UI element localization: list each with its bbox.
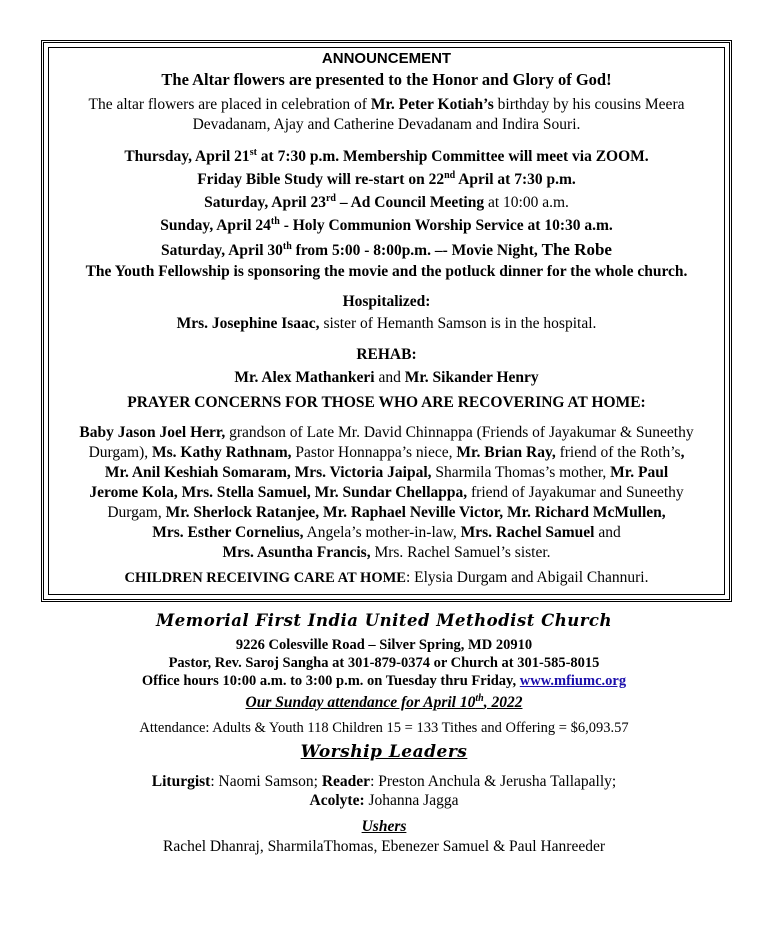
prayer-list-line2: Durgam), Ms. Kathy Rathnam, Pastor Honnappa’s niece, Mr. Brian Ray, friend of the Roth’s,	[88, 444, 685, 461]
liturgist-reader-line: Liturgist: Naomi Samson; Reader: Preston Anchula & Jerusha Tallapally;	[151, 773, 617, 790]
church-name: Memorial First India United Methodist Church	[156, 611, 612, 630]
announcement-box	[41, 40, 732, 602]
church-pastor-contact: Pastor, Rev. Saroj Sangha at 301-879-0374 or Church at 301-585-8015	[168, 655, 600, 671]
prayer-list-line6: Mrs. Esther Cornelius, Angela’s mother-in-law, Mrs. Rachel Samuel and	[152, 524, 621, 541]
attendance-heading: Our Sunday attendance for April 10th, 2022	[245, 692, 523, 711]
prayer-list-line3: Mr. Anil Keshiah Somaram, Mrs. Victoria Jaipal, Sharmila Thomas’s mother, Mr. Paul	[104, 464, 669, 481]
event-holy-communion: Sunday, April 24th - Holy Communion Worship Service at 10:30 a.m.	[160, 215, 613, 234]
youth-fellowship-note: The Youth Fellowship is sponsoring the movie and the potluck dinner for the whole church.	[85, 263, 688, 280]
ushers-list: Rachel Dhanraj, SharmilaThomas, Ebenezer Samuel & Paul Hanreeder	[162, 838, 605, 855]
prayer-list-line1: Baby Jason Joel Herr, grandson of Late Mr. David Chinnappa (Friends of Jayakumar & Suneethy	[79, 424, 694, 441]
event-ad-council: Saturday, April 23rd – Ad Council Meeting at 10:00 a.m.	[204, 192, 569, 211]
prayer-list-line4: Jerome Kola, Mrs. Stella Samuel, Mr. Sundar Chellappa, friend of Jayakumar and Suneethy	[89, 484, 684, 501]
altar-flowers-title: The Altar flowers are presented to the Honor and Glory of God!	[161, 70, 612, 89]
event-membership-committee: Thursday, April 21st at 7:30 p.m. Membership Committee will meet via ZOOM.	[124, 146, 649, 165]
attendance-line: Attendance: Adults & Youth 118 Children 15 = 133 Tithes and Offering = $6,093.57	[139, 720, 629, 736]
announcement-inner-border	[48, 47, 725, 595]
announcement-heading: ANNOUNCEMENT	[321, 50, 452, 67]
event-movie-night: Saturday, April 30th from 5:00 - 8:00p.m. –- Movie Night, The Robe	[161, 240, 612, 259]
worship-leaders-heading: Worship Leaders	[300, 742, 468, 762]
prayer-list-line5: Durgam, Mr. Sherlock Ratanjee, Mr. Raphael Neville Victor, Mr. Richard McMullen,	[107, 504, 666, 521]
church-website-link[interactable]: www.mfiumc.org	[519, 673, 627, 689]
children-care-entry: CHILDREN RECEIVING CARE AT HOME: Elysia Durgam and Abigail Channuri.	[124, 569, 649, 586]
prayer-list-line7: Mrs. Asuntha Francis, Mrs. Rachel Samuel’s sister.	[222, 544, 551, 561]
prayer-concerns-heading: PRAYER CONCERNS FOR THOSE WHO ARE RECOVERING AT HOME:	[127, 394, 646, 411]
rehab-entry: Mr. Alex Mathankeri and Mr. Sikander Henry	[234, 369, 539, 386]
event-bible-study: Friday Bible Study will re-start on 22nd April at 7:30 p.m.	[197, 169, 576, 188]
church-address: 9226 Colesville Road – Silver Spring, MD 20910	[235, 637, 533, 653]
altar-flowers-line2: Devadanam, Ajay and Catherine Devadanam and Indira Souri.	[192, 116, 581, 133]
ushers-heading: Ushers	[361, 818, 407, 835]
acolyte-line: Acolyte: Johanna Jagga	[309, 792, 459, 809]
hospitalized-heading: Hospitalized:	[342, 293, 431, 310]
altar-flowers-line1: The altar flowers are placed in celebration of Mr. Peter Kotiah’s birthday by his cousins Meera	[88, 96, 685, 113]
rehab-heading: REHAB:	[356, 346, 417, 363]
hospitalized-entry: Mrs. Josephine Isaac, sister of Hemanth Samson is in the hospital.	[176, 315, 597, 332]
church-office-hours: Office hours 10:00 a.m. to 3:00 p.m. on Tuesday thru Friday, www.mfiumc.org	[141, 673, 627, 689]
